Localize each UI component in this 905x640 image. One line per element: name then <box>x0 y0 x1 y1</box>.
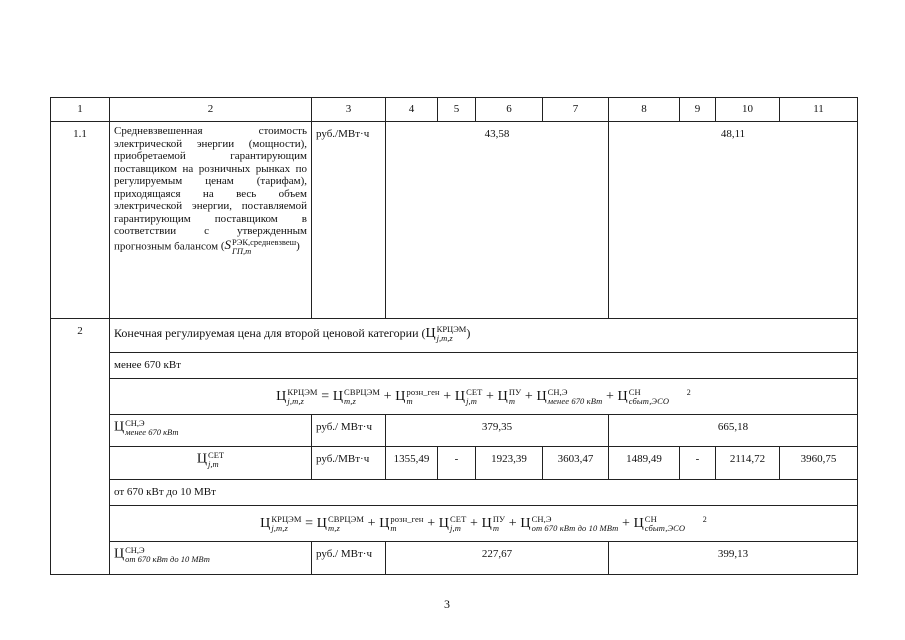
header-cell: 11 <box>780 98 858 122</box>
sn-symbol: Ц СН,Э менее 670 кВт <box>110 415 312 447</box>
value-cell: 1355,49 <box>386 447 438 480</box>
band-2-sn-row <box>51 542 858 575</box>
title-symbol: (Ц КРЦЭМ j,m,z ) <box>421 324 471 343</box>
header-cell: 3 <box>312 98 386 122</box>
sn-symbol: Ц СН,Э от 670 кВт до 10 МВт <box>110 542 312 575</box>
header-row <box>51 98 858 122</box>
band-label: от 670 кВт до 10 МВт <box>110 480 858 506</box>
unit-cell: руб./МВт·ч <box>312 122 386 319</box>
header-cell: 4 <box>386 98 438 122</box>
band-1-set-row <box>51 447 858 480</box>
formula: Ц КРЦЭМ j,m,z = Ц СВРЦЭМ m,z + Ц розн_ген m + Ц СЕТ j,m + Ц ПУ m + Ц СН,Э менее 670 кВт + Ц СН сбыт,ЭСО $^2$ <box>110 379 858 415</box>
value-cell: 48,11 <box>609 122 858 319</box>
value-cell: 665,18 <box>609 415 858 447</box>
band-label: менее 670 кВт <box>110 353 858 379</box>
value-cell: 3603,47 <box>543 447 609 480</box>
header-cell: 7 <box>543 98 609 122</box>
row-number: 1.1 <box>51 122 110 319</box>
band-2-label-row <box>51 480 858 506</box>
formula: Ц КРЦЭМ j,m,z = Ц СВРЦЭМ m,z + Ц розн_ген m + Ц СЕТ j,m + Ц ПУ m + Ц СН,Э от 670 кВт до 10 МВт + Ц СН сбыт,ЭСО $^2$ <box>110 506 858 542</box>
band-2-formula-row <box>51 506 858 542</box>
value-cell: 227,67 <box>386 542 609 575</box>
value-cell: - <box>438 447 476 480</box>
value-cell: 1489,49 <box>609 447 680 480</box>
unit-cell: руб./МВт·ч <box>312 447 386 480</box>
tariff-table <box>50 97 858 575</box>
value-cell: 3960,75 <box>780 447 858 480</box>
description-text: Средневзвешенная стоимость электрической энергии (мощности), приобретаемой гарантирующим поставщиком на розничных рынках по регулируемым ценам (тарифам), приходящаяся на весь объем электрической энергии, поставляемой гарантирующим поставщиком в соответствии с утвержденным прогнозным балансом <box>114 125 307 253</box>
value-cell: 43,58 <box>386 122 609 319</box>
header-cell: 9 <box>680 98 716 122</box>
header-cell: 5 <box>438 98 476 122</box>
row-number: 2 <box>51 319 110 575</box>
row-description <box>110 122 312 319</box>
header-cell: 2 <box>110 98 312 122</box>
band-1-label-row <box>51 353 858 379</box>
band-1-sn-row <box>51 415 858 447</box>
header-cell: 10 <box>716 98 780 122</box>
footnote-mark: 2 <box>702 514 707 524</box>
value-cell: 1923,39 <box>476 447 543 480</box>
page-number: 3 <box>444 597 450 611</box>
row-2-title <box>51 319 858 353</box>
header-cell: 8 <box>609 98 680 122</box>
band-1-formula-row <box>51 379 858 415</box>
value-cell: 2114,72 <box>716 447 780 480</box>
description-symbol: (S РЭК,средневзвеш ГП,m ) <box>220 236 300 256</box>
value-cell: - <box>680 447 716 480</box>
header-cell: 6 <box>476 98 543 122</box>
section-title: Конечная регулируемая цена для второй ценовой категории (Ц КРЦЭМ j,m,z ) <box>110 319 858 353</box>
header-cell: 1 <box>51 98 110 122</box>
footnote-mark: 2 <box>686 387 691 397</box>
unit-cell: руб./ МВт·ч <box>312 542 386 575</box>
row-1-1 <box>51 122 858 319</box>
set-symbol: Ц СЕТ j,m <box>110 447 312 480</box>
value-cell: 399,13 <box>609 542 858 575</box>
unit-cell: руб./ МВт·ч <box>312 415 386 447</box>
value-cell: 379,35 <box>386 415 609 447</box>
